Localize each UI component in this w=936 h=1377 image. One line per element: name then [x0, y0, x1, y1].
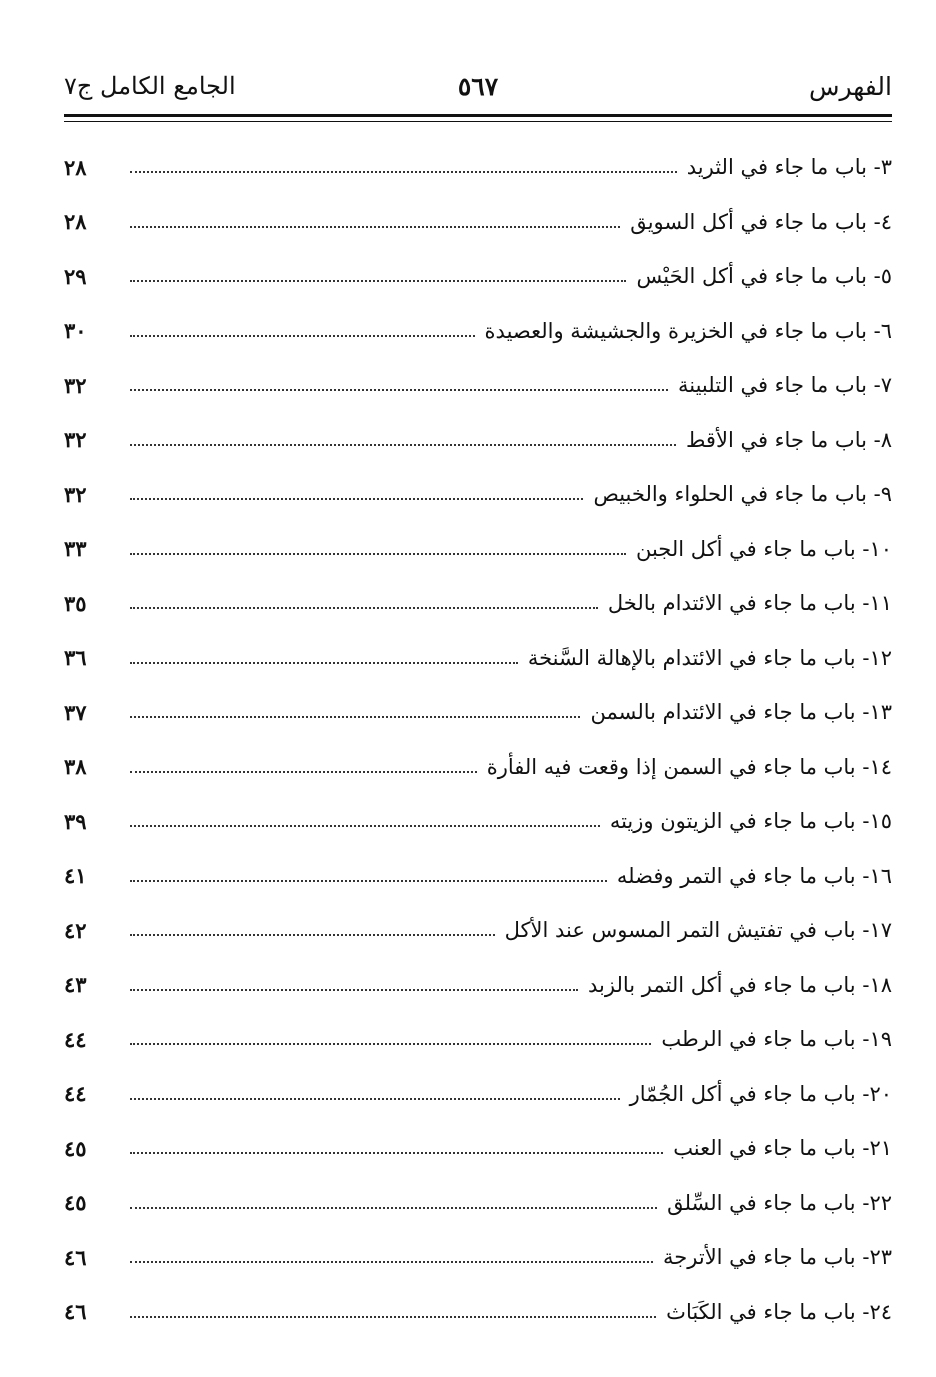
toc-entry-page: ٣٨ [64, 754, 87, 780]
dot-leader [130, 1316, 656, 1318]
toc-entry-page: ٣٥ [64, 590, 87, 616]
toc-entry-page: ٣٦ [64, 645, 87, 671]
toc-entry [64, 413, 892, 468]
toc-entry-page: ٤٤ [64, 1081, 87, 1107]
toc-entry [64, 849, 892, 904]
toc-entry-title: ١٤- باب ما جاء في السمن إذا وقعت فيه الفأرة [486, 754, 892, 779]
toc-entry-page: ٣٩ [64, 808, 87, 834]
dot-leader [130, 553, 626, 555]
toc-entry-title: ٢٠- باب ما جاء في أكل الجُمّار [629, 1081, 892, 1106]
toc-entry-title: ٣- باب ما جاء في الثريد [686, 155, 892, 180]
dot-leader [130, 389, 668, 391]
toc-entry [64, 1285, 892, 1340]
toc-entry [64, 685, 892, 740]
running-header [64, 70, 892, 110]
header-rule-thick [64, 114, 892, 117]
toc-entry-title: ٩- باب ما جاء في الحلواء والخبيص [593, 482, 892, 507]
toc-entry-page: ٢٩ [64, 263, 87, 289]
toc-entry-page: ٤٦ [64, 1299, 87, 1325]
dot-leader [130, 171, 677, 173]
dot-leader [130, 934, 495, 936]
toc-entry [64, 1012, 892, 1067]
section-title: الفهرس [808, 72, 892, 101]
toc-entry-page: ٣٠ [64, 318, 87, 344]
toc-entry-page: ٤١ [64, 863, 87, 889]
toc-entry-title: ٢١- باب ما جاء في العنب [673, 1136, 892, 1161]
toc-entry [64, 903, 892, 958]
toc-entry [64, 794, 892, 849]
dot-leader [130, 280, 626, 282]
dot-leader [130, 771, 477, 773]
toc-entry [64, 249, 892, 304]
toc-entry [64, 631, 892, 686]
toc-entry-title: ١١- باب ما جاء في الائتدام بالخل [607, 591, 892, 616]
toc-entry-title: ١٦- باب ما جاء في التمر وفضله [616, 863, 892, 888]
toc-entry-title: ٥- باب ما جاء في أكل الحَيْس [636, 264, 892, 289]
toc-entry-title: ٨- باب ما جاء في الأقط [686, 427, 892, 452]
dot-leader [130, 880, 607, 882]
toc-entry [64, 195, 892, 250]
dot-leader [130, 1152, 663, 1154]
toc-entry-page: ٢٨ [64, 154, 87, 180]
toc-entry [64, 304, 892, 359]
toc-entry-page: ٣٣ [64, 536, 87, 562]
header-rule-thin [64, 121, 892, 122]
dot-leader [130, 226, 620, 228]
dot-leader [130, 335, 475, 337]
toc-entry-title: ١٥- باب ما جاء في الزيتون وزيته [609, 809, 892, 834]
toc-entry-title: ١٢- باب ما جاء في الائتدام بالإهالة السَّنخة [527, 645, 892, 670]
toc-entry [64, 1121, 892, 1176]
toc-entry-title: ١٣- باب ما جاء في الائتدام بالسمن [590, 700, 892, 725]
dot-leader [130, 1043, 651, 1045]
book-title: الجامع الكامل ج٧ [64, 72, 236, 100]
toc-entry-title: ١٨- باب ما جاء في أكل التمر بالزبد [588, 972, 892, 997]
toc-entry-title: ٦- باب ما جاء في الخزيرة والجشيشة والعصيدة [484, 318, 892, 343]
page-number: ٥٦٧ [457, 72, 499, 101]
toc-entry [64, 467, 892, 522]
toc-entry [64, 958, 892, 1013]
dot-leader [130, 716, 580, 718]
dot-leader [130, 825, 600, 827]
toc-entry-title: ٧- باب ما جاء في التلبينة [677, 373, 892, 398]
dot-leader [130, 662, 518, 664]
toc-entry-page: ٤٣ [64, 972, 87, 998]
toc-entry-page: ٣٢ [64, 427, 87, 453]
toc-entry-title: ١٧- باب في تفتيش التمر المسوس عند الأكل [504, 918, 892, 943]
dot-leader [130, 444, 676, 446]
dot-leader [130, 1261, 653, 1263]
dot-leader [130, 1207, 657, 1209]
toc-entry-title: ١٠- باب ما جاء في أكل الجبن [635, 536, 892, 561]
dot-leader [130, 1098, 620, 1100]
toc-entry [64, 576, 892, 631]
toc-entry [64, 740, 892, 795]
toc-entry-title: ١٩- باب ما جاء في الرطب [661, 1027, 892, 1052]
toc-entry-title: ٢٣- باب ما جاء في الأترجة [663, 1245, 892, 1270]
dot-leader [130, 989, 578, 991]
toc-entry-page: ٤٢ [64, 917, 87, 943]
toc-entry [64, 1067, 892, 1122]
toc-entry-title: ٢٤- باب ما جاء في الكَبَاث [666, 1299, 892, 1324]
toc-entry-page: ٣٢ [64, 481, 87, 507]
toc-entry-title: ٢٢- باب ما جاء في السِّلق [667, 1190, 892, 1215]
toc-entry-page: ٤٥ [64, 1135, 87, 1161]
toc-entry-title: ٤- باب ما جاء في أكل السويق [630, 209, 892, 234]
toc-entry-page: ٣٢ [64, 372, 87, 398]
toc-entry-page: ٤٥ [64, 1190, 87, 1216]
toc-entry [64, 1230, 892, 1285]
dot-leader [130, 607, 598, 609]
toc-entry-page: ٤٤ [64, 1026, 87, 1052]
dot-leader [130, 498, 583, 500]
toc-entry-page: ٤٦ [64, 1244, 87, 1270]
toc-entry [64, 140, 892, 195]
toc-entry [64, 358, 892, 413]
toc-entry-page: ٣٧ [64, 699, 87, 725]
toc-entry [64, 1176, 892, 1231]
table-of-contents [64, 140, 892, 1339]
toc-entry [64, 522, 892, 577]
toc-entry-page: ٢٨ [64, 209, 87, 235]
